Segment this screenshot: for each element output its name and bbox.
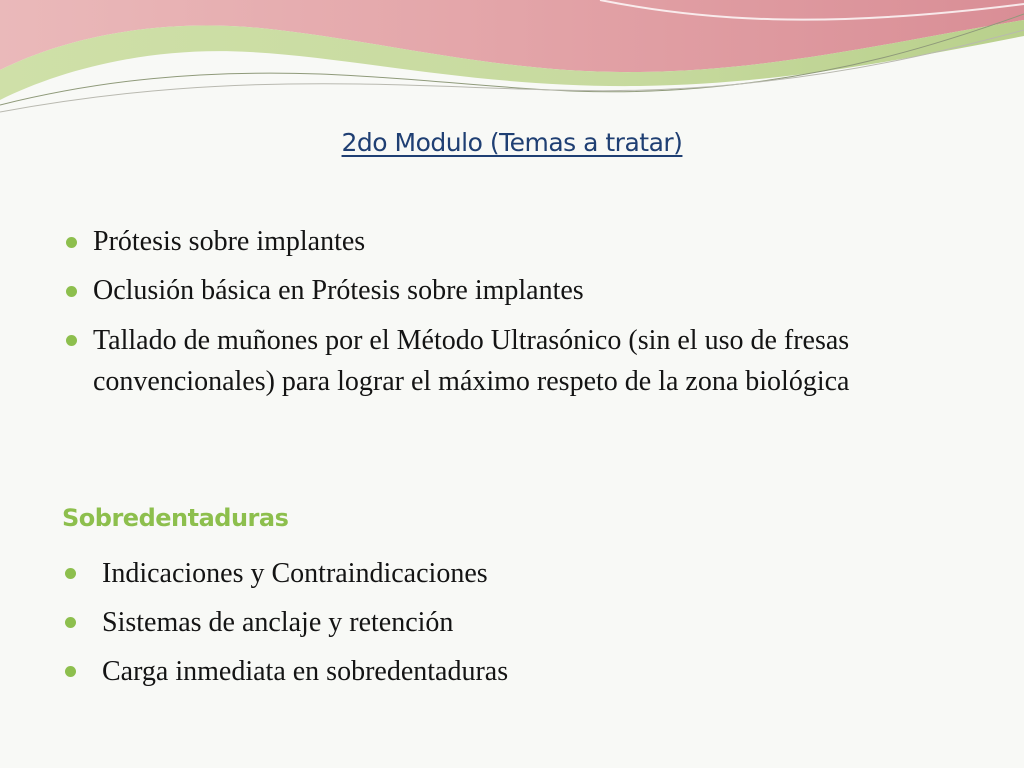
bullet-icon: [66, 286, 77, 297]
bullet-icon: [65, 617, 76, 628]
slide-title: 2do Modulo (Temas a tratar): [341, 128, 683, 157]
list-item: [93, 320, 993, 402]
list-item: [102, 603, 982, 643]
bullet-icon: [66, 335, 77, 346]
list-item: [102, 554, 982, 594]
list-item: [93, 271, 993, 311]
list-item: [93, 222, 993, 262]
sub-topic-list: [102, 554, 982, 701]
list-item-text: Sistemas de anclaje y retención: [102, 607, 454, 638]
list-item-text: Prótesis sobre implantes: [93, 226, 366, 257]
bullet-icon: [65, 666, 76, 677]
list-item-text: Tallado de muñones por el Método Ultrasónico (sin el uso de fresas convencionales) para lograr el máximo respeto de la zona biológica: [93, 325, 850, 397]
header-wave-decoration: [0, 0, 1024, 130]
bullet-icon: [65, 568, 76, 579]
list-item-text: Indicaciones y Contraindicaciones: [102, 558, 488, 589]
bullet-icon: [66, 237, 77, 248]
main-topic-list: [93, 222, 993, 411]
list-item-text: Carga inmediata en sobredentaduras: [102, 656, 509, 687]
list-item-text: Oclusión básica en Prótesis sobre implantes: [93, 275, 584, 306]
section-heading: Sobredentaduras: [62, 504, 289, 532]
list-item: [102, 652, 982, 692]
